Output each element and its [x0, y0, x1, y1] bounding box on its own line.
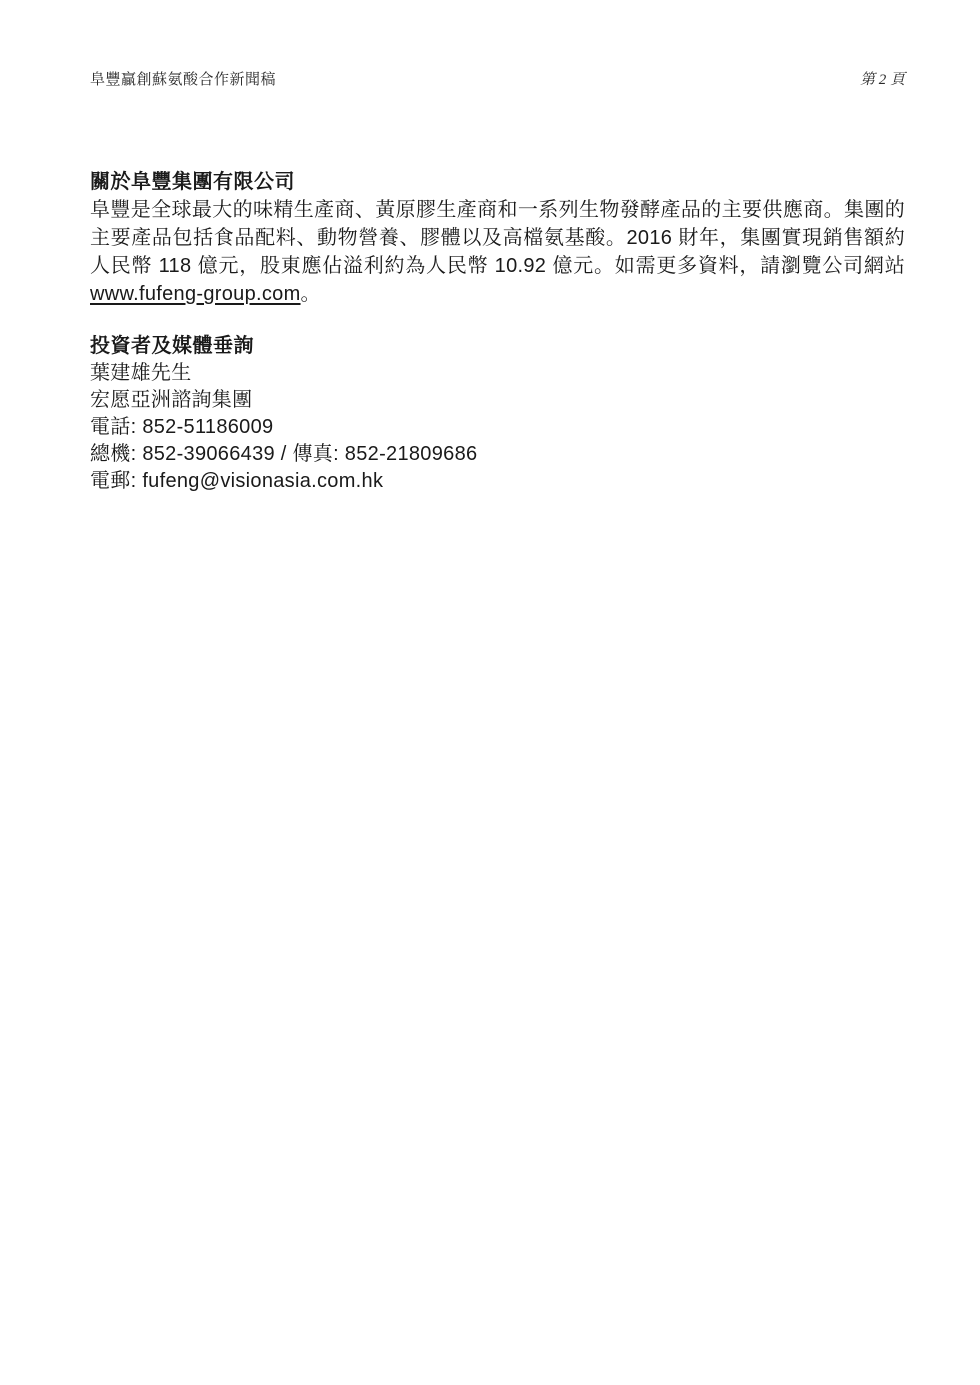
- header-page-number: 第 2 頁: [859, 72, 905, 88]
- contact-phone-line: 電話: 852-51186009: [90, 416, 274, 438]
- contact-name: 葉建雄先生: [90, 362, 192, 384]
- about-section-heading: 關於阜豐集團有限公司: [90, 171, 295, 193]
- contact-switchboard-fax-line: 總機: 852-39066439 / 傳真: 852-21809686: [90, 443, 478, 465]
- contact-section: [90, 332, 905, 495]
- about-paragraph-text: 阜豐是全球最大的味精生產商、黃原膠生產商和一系列生物發酵產品的主要供應商。集團的主要產品包括食品配料、動物營養、膠體以及高檔氨基酸。2016 財年，集團實現銷售額約人民幣 118 億元，股東應佔溢利約為人民幣 10.92 億元。如需更多資料，請瀏覽公司網站: [90, 199, 905, 277]
- contact-company: 宏愿亞洲諮詢集團: [90, 389, 253, 411]
- website-link[interactable]: www.fufeng-group.com: [90, 283, 301, 305]
- about-paragraph: [90, 196, 905, 308]
- page-header: [90, 70, 905, 90]
- header-doc-title: 阜豐贏創蘇氨酸合作新聞稿: [90, 72, 277, 88]
- contact-heading: 投資者及媒體垂詢: [90, 335, 254, 357]
- link-suffix-period: 。: [300, 283, 321, 305]
- contact-email-line: 電郵: fufeng@visionasia.com.hk: [90, 470, 384, 492]
